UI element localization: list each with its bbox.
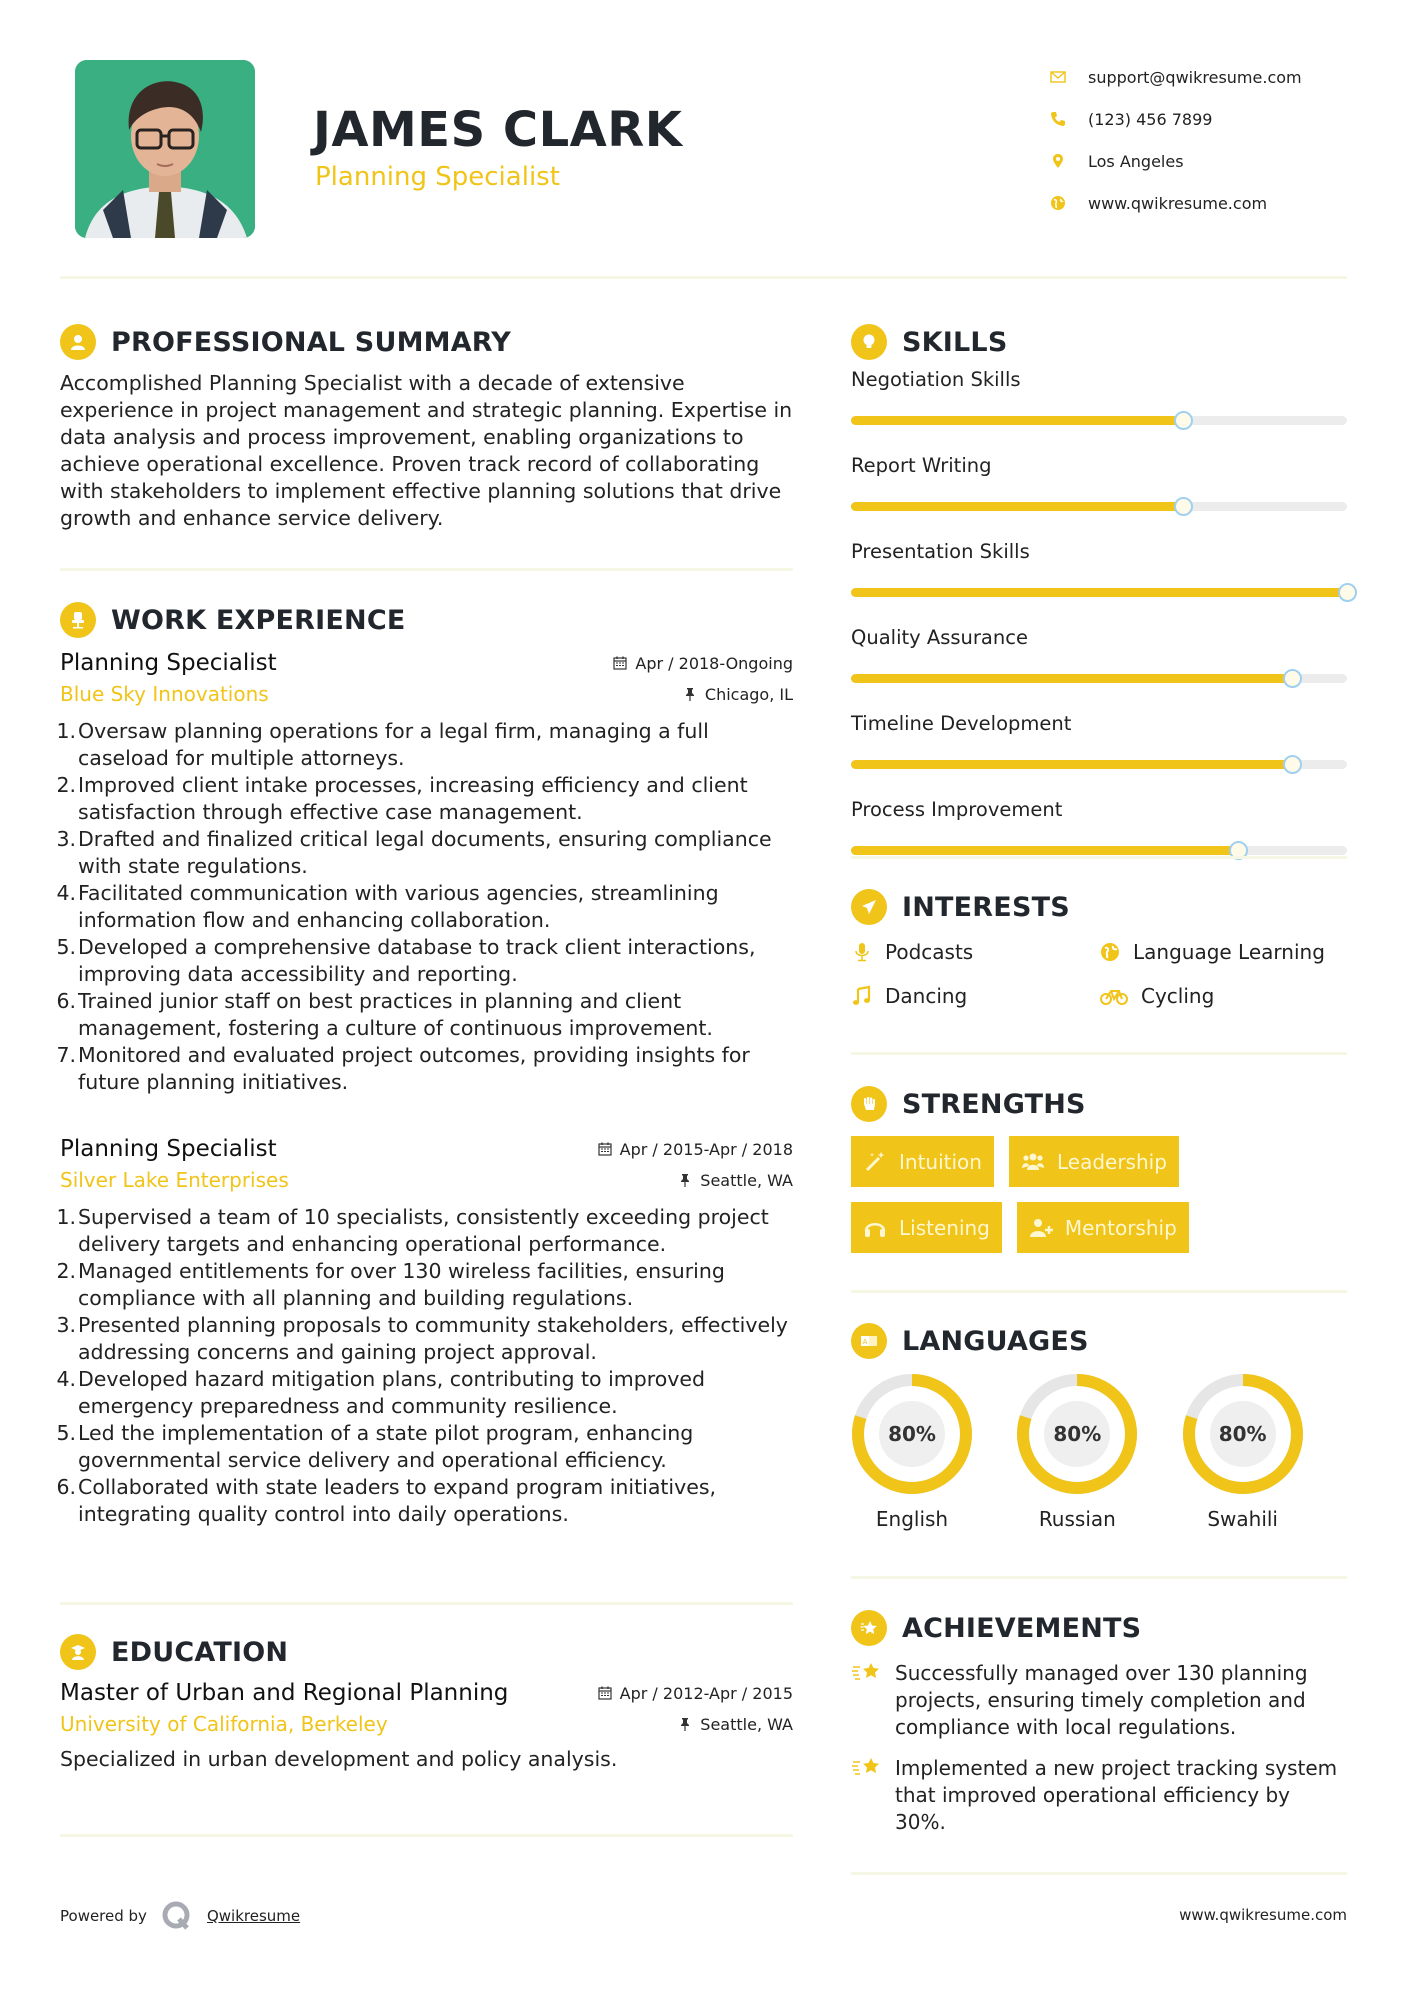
summary-text: Accomplished Planning Specialist with a decade of extensive experience in project management and strategic planning. Expertise in data analysis and process improvement, enabling organizations to achieve operational excellence. Proven track record of collaborating with stakeholders to implement effective planning solutions that drive growth and enhance service delivery. <box>60 371 793 530</box>
interests-divider <box>851 1052 1347 1055</box>
language-percent: 80% <box>888 1422 936 1446</box>
skills-heading <box>851 324 1347 360</box>
contact-website[interactable] <box>1050 182 1350 224</box>
globe-icon <box>1099 941 1121 963</box>
languages-section <box>851 1323 1347 1531</box>
job-location-text: Chicago, IL <box>704 684 793 704</box>
job-title: Planning Specialist <box>60 650 277 676</box>
achievements-divider <box>851 1872 1347 1875</box>
strength-badge <box>1017 1202 1189 1253</box>
education-location-text: Seattle, WA <box>700 1714 793 1734</box>
contact-phone[interactable] <box>1050 98 1350 140</box>
map-pin-icon <box>1050 153 1088 169</box>
job-entry <box>56 1136 793 1528</box>
user-plus-icon <box>1029 1216 1053 1240</box>
language-percent: 80% <box>1218 1422 1267 1446</box>
job-dates-text: Apr / 2018-Ongoing <box>635 653 793 673</box>
calendar-icon <box>598 1142 612 1156</box>
education-location <box>678 1715 793 1734</box>
pushpin-icon <box>683 687 697 701</box>
education-section <box>60 1634 793 1773</box>
language-item <box>851 1373 1016 1531</box>
calendar-icon <box>598 1686 612 1700</box>
interests-section <box>851 889 1347 1009</box>
calendar-icon <box>613 656 627 670</box>
footer-url[interactable]: www.qwikresume.com <box>1179 1906 1347 1924</box>
strengths-title: STRENGTHS <box>902 1088 1086 1120</box>
duty-item: 6. Trained junior staff on best practices in planning and client management, fostering a culture of continuous improvement. <box>56 989 713 1040</box>
interest-label: Dancing <box>885 984 968 1008</box>
language-percent: 80% <box>1053 1422 1102 1446</box>
language-name: Russian <box>1038 1507 1116 1531</box>
achievement-item <box>851 1660 1347 1741</box>
skill-knob <box>1283 669 1302 688</box>
language-name: Swahili <box>1207 1507 1278 1531</box>
skill-bar <box>851 502 1347 511</box>
interest-label: Language Learning <box>1133 940 1325 964</box>
experience-section <box>56 602 793 1096</box>
strength-label: Leadership <box>1056 1149 1167 1174</box>
office-chair-icon <box>60 602 96 638</box>
job-dates <box>613 654 793 673</box>
skill-knob <box>1283 755 1302 774</box>
education-heading <box>60 1634 793 1670</box>
strength-label: Intuition <box>899 1149 982 1174</box>
header-divider <box>60 276 1347 279</box>
achievements-heading <box>851 1610 1347 1646</box>
duty-item: 5. Developed a comprehensive database to track client interactions, improving data accessibility and reporting. <box>56 935 756 986</box>
pushpin-icon <box>678 1173 692 1187</box>
experience-divider <box>60 1602 793 1605</box>
skill-item <box>851 712 1347 769</box>
interests-title: INTERESTS <box>902 891 1070 923</box>
job-location <box>678 1171 793 1190</box>
profile-photo <box>75 60 255 238</box>
duty-item: 3. Drafted and finalized critical legal documents, ensuring compliance with state regulations. <box>56 827 772 878</box>
summary-section <box>60 324 793 532</box>
skills-section <box>851 324 1347 884</box>
contact-email-text: support@qwikresume.com <box>1088 67 1302 87</box>
envelope-icon <box>1050 69 1088 85</box>
skills-list <box>851 368 1347 855</box>
job-dates <box>598 1140 793 1159</box>
skill-bar <box>851 588 1347 597</box>
user-icon <box>60 324 96 360</box>
globe-icon <box>1050 195 1088 211</box>
duty-item: 4. Facilitated communication with various agencies, streamlining information flow and enhancing collaboration. <box>56 881 719 932</box>
language-progress-ring <box>1182 1373 1304 1495</box>
summary-title: PROFESSIONAL SUMMARY <box>111 326 512 358</box>
language-name: English <box>875 1507 949 1531</box>
headphones-icon <box>863 1216 887 1240</box>
contact-phone-text: (123) 456 7899 <box>1088 109 1213 129</box>
phone-icon <box>1050 111 1088 127</box>
interest-label: Podcasts <box>885 940 974 964</box>
magic-wand-icon <box>863 1150 887 1174</box>
paper-plane-icon <box>851 889 887 925</box>
skill-name: Quality Assurance <box>851 626 1028 649</box>
qwikresume-link[interactable]: Qwikresume <box>206 1907 301 1925</box>
education-divider <box>60 1834 793 1837</box>
achievement-text: Implemented a new project tracking system that improved operational efficiency by 30%. <box>895 1756 1338 1834</box>
duty-item: 5. Led the implementation of a state pilot program, enhancing governmental service delivery and operational efficiency. <box>56 1421 694 1472</box>
job-location <box>683 685 793 704</box>
language-item <box>1182 1373 1347 1531</box>
languages-list <box>851 1373 1347 1531</box>
candidate-title: Planning Specialist <box>315 162 560 192</box>
experience-title: WORK EXPERIENCE <box>111 604 406 636</box>
bicycle-icon <box>1099 985 1129 1007</box>
microphone-icon <box>851 941 873 963</box>
contact-info <box>1050 56 1350 224</box>
skill-knob <box>1174 411 1193 430</box>
achievements-title: ACHIEVEMENTS <box>902 1612 1142 1644</box>
powered-by-label: Powered by <box>60 1907 147 1925</box>
skill-name: Timeline Development <box>851 712 1072 735</box>
summary-divider <box>60 568 793 571</box>
strengths-divider <box>851 1290 1347 1293</box>
duty-item: 3. Presented planning proposals to community stakeholders, effectively addressing concerns and gaining project approval. <box>56 1313 788 1364</box>
contact-website-text: www.qwikresume.com <box>1088 193 1268 213</box>
strength-label: Mentorship <box>1064 1215 1177 1240</box>
qwikresume-logo-icon <box>161 1900 193 1932</box>
skill-bar <box>851 760 1347 769</box>
duty-item: 2. Managed entitlements for over 130 wireless facilities, ensuring compliance with all planning and building regulations. <box>56 1259 725 1310</box>
education-description: Specialized in urban development and policy analysis. <box>60 1747 618 1771</box>
music-note-icon <box>851 985 873 1007</box>
skill-name: Report Writing <box>851 454 992 477</box>
skill-item <box>851 540 1347 597</box>
languages-heading <box>851 1323 1347 1359</box>
company-name: Silver Lake Enterprises <box>60 1168 289 1192</box>
strength-label: Listening <box>899 1215 990 1240</box>
skill-name: Presentation Skills <box>851 540 1030 563</box>
contact-email[interactable] <box>1050 56 1350 98</box>
skill-knob <box>1338 583 1357 602</box>
languages-title: LANGUAGES <box>902 1325 1089 1357</box>
school-name: University of California, Berkeley <box>60 1712 388 1736</box>
skills-title: SKILLS <box>902 326 1008 358</box>
skill-item <box>851 798 1347 855</box>
strengths-list <box>851 1136 1347 1268</box>
duties-list <box>56 1204 793 1528</box>
skills-divider <box>851 856 1347 859</box>
duty-item: 2. Improved client intake processes, increasing efficiency and client satisfaction through effective case management. <box>56 773 748 824</box>
strength-badge <box>851 1136 994 1187</box>
duties-list <box>56 718 793 1096</box>
duty-item: 7. Monitored and evaluated project outcomes, providing insights for future planning initiatives. <box>56 1043 750 1094</box>
education-title: EDUCATION <box>111 1636 289 1668</box>
achievements-section <box>851 1610 1347 1836</box>
duty-item: 4. Developed hazard mitigation plans, contributing to improved emergency preparedness and community resilience. <box>56 1367 706 1418</box>
skill-item <box>851 626 1347 683</box>
duty-item: 1. Oversaw planning operations for a legal firm, managing a full caseload for multiple attorneys. <box>56 719 709 770</box>
interests-list <box>851 939 1347 1009</box>
shooting-star-icon <box>851 1755 883 1781</box>
job-location-text: Seattle, WA <box>700 1170 793 1190</box>
job-title: Planning Specialist <box>60 1136 277 1162</box>
language-progress-ring <box>851 1373 973 1495</box>
skill-knob <box>1174 497 1193 516</box>
company-name: Blue Sky Innovations <box>60 682 269 706</box>
strength-badge <box>1009 1136 1179 1187</box>
interest-item <box>851 983 1099 1009</box>
languages-divider <box>851 1576 1347 1579</box>
duty-item: 1. Supervised a team of 10 specialists, consistently exceeding project delivery targets and enhancing operational performance. <box>56 1205 769 1256</box>
interest-item <box>1099 983 1347 1009</box>
skill-name: Process Improvement <box>851 798 1063 821</box>
translate-icon <box>851 1323 887 1359</box>
skill-bar <box>851 674 1347 683</box>
fist-icon <box>851 1086 887 1122</box>
interest-item <box>851 939 1099 965</box>
degree-title: Master of Urban and Regional Planning <box>60 1680 509 1706</box>
skill-bar <box>851 416 1347 425</box>
contact-location-text: Los Angeles <box>1088 151 1184 171</box>
achievement-item <box>851 1755 1347 1836</box>
svg-text:A: A <box>862 1338 868 1346</box>
strengths-heading <box>851 1086 1347 1122</box>
summary-heading <box>60 324 793 360</box>
skill-name: Negotiation Skills <box>851 368 1021 391</box>
duty-item: 6. Collaborated with state leaders to expand program initiatives, integrating quality control into daily operations. <box>56 1475 717 1526</box>
graduate-icon <box>60 1634 96 1670</box>
avatar-illustration <box>75 60 255 238</box>
job-dates-text: Apr / 2015-Apr / 2018 <box>619 1139 793 1159</box>
skill-bar <box>851 846 1347 855</box>
users-icon <box>1021 1150 1045 1174</box>
strength-badge <box>851 1202 1002 1253</box>
strengths-section <box>851 1086 1347 1268</box>
skill-item <box>851 368 1347 425</box>
contact-location <box>1050 140 1350 182</box>
shooting-star-icon <box>851 1660 883 1686</box>
lightbulb-icon <box>851 324 887 360</box>
footer-powered-by <box>60 1900 300 1932</box>
skill-item <box>851 454 1347 511</box>
pushpin-icon <box>678 1717 692 1731</box>
job-entry <box>56 650 793 1096</box>
star-badge-icon <box>851 1610 887 1646</box>
achievement-text: Successfully managed over 130 planning projects, ensuring timely completion and compliance with local regulations. <box>895 1661 1308 1739</box>
language-item <box>1016 1373 1181 1531</box>
experience-heading <box>60 602 793 638</box>
interests-heading <box>851 889 1347 925</box>
language-progress-ring <box>1016 1373 1138 1495</box>
candidate-name: JAMES CLARK <box>313 102 683 158</box>
education-dates <box>598 1684 793 1703</box>
interest-label: Cycling <box>1141 984 1215 1008</box>
interest-item <box>1099 939 1347 965</box>
education-dates-text: Apr / 2012-Apr / 2015 <box>619 1683 793 1703</box>
